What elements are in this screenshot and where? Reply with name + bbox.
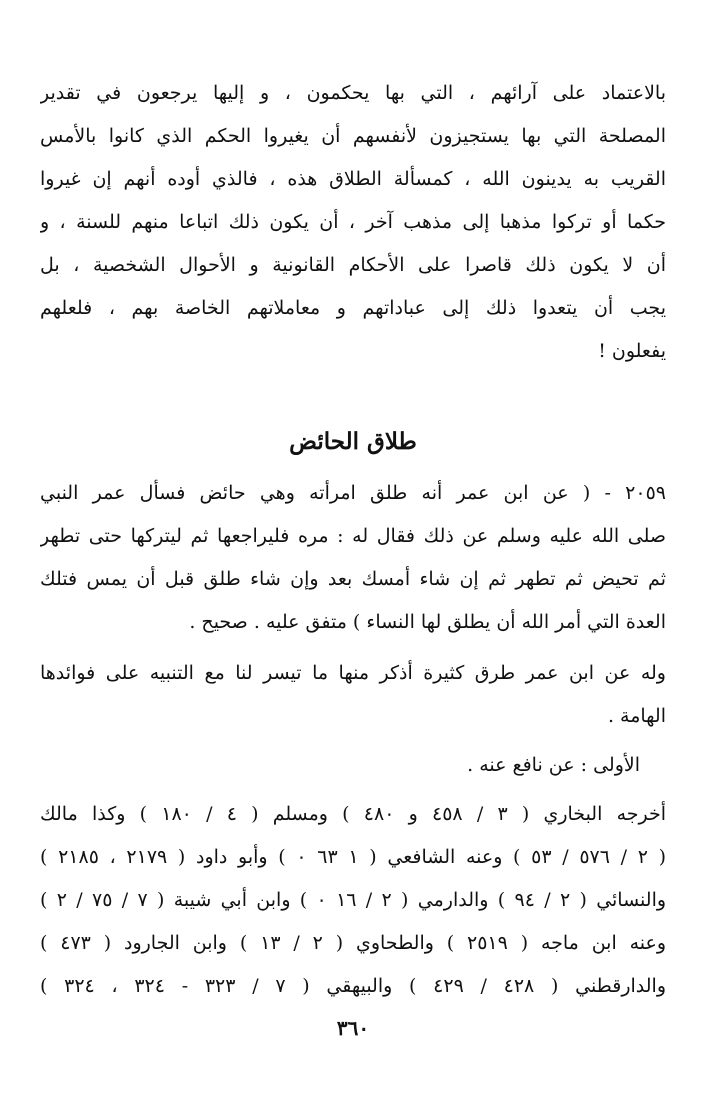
reference-line: والدارقطني ( ٤٢٨ / ٤٢٩ ) والبيهقي ( ٧ / ٣٢٣ - ٣٢٤ ، ٣٢٤ ) — [40, 975, 666, 997]
book-page — [40, 0, 666, 1094]
reference-line: أخرجه البخاري ( ٣ / ٤٥٨ و ٤٨٠ ) ومسلم ( ٤ / ١٨٠ ) وكذا مالك — [40, 803, 666, 825]
first-path-heading: الأولى : عن نافع عنه . — [467, 754, 640, 776]
paragraph-1-line: أن لا يكون ذلك قاصرا على الأحكام القانونية و الأحوال الشخصية ، بل — [40, 254, 666, 276]
reference-line: وعنه ابن ماجه ( ٢٥١٩ ) والطحاوي ( ٢ / ١٣ ) وابن الجارود ( ٤٧٣ ) — [40, 932, 666, 954]
paragraph-1-line: القريب به يدينون الله ، كمسألة الطلاق هذه ، فالذي أوده أنهم إن غيروا — [40, 168, 666, 190]
reference-line: والنسائي ( ٢ / ٩٤ ) والدارمي ( ٢ / ١٦ ٠ ) وابن أبي شيبة ( ٧ / ٧٥ / ٢ ) — [40, 889, 666, 911]
paragraph-1-line: يجب أن يتعدوا ذلك إلى عباداتهم و معاملاتهم الخاصة بهم ، فلعلهم — [40, 297, 666, 319]
hadith-line: ٢٠٥٩ - ( عن ابن عمر أنه طلق امرأته وهي حائض فسأل عمر النبي — [40, 482, 666, 504]
paragraph-1-line: حكما أو تركوا مذهبا إلى مذهب آخر ، أن يكون ذلك اتباعا منهم للسنة ، و — [40, 211, 666, 233]
page-number: ٣٦٠ — [336, 1016, 370, 1040]
hadith-line: صلى الله عليه وسلم عن ذلك فقال له : مره فليراجعها ثم ليتركها حتى تطهر — [40, 525, 666, 547]
paragraph-2-line: وله عن ابن عمر طرق كثيرة أذكر منها ما تيسر لنا مع التنبيه على فوائدها — [40, 662, 666, 684]
paragraph-2-line: الهامة . — [607, 705, 666, 727]
reference-line: ( ٢ / ٥٧٦ / ٥٣ ) وعنه الشافعي ( ١ ٦٣ ٠ ) وأبو داود ( ٢١٧٩ ، ٢١٨٥ ) — [40, 846, 666, 868]
section-title: طلاق الحائض — [289, 428, 417, 455]
hadith-line: العدة التي أمر الله أن يطلق لها النساء ) متفق عليه . صحيح . — [189, 611, 666, 633]
paragraph-1-line: يفعلون ! — [598, 340, 666, 362]
paragraph-1-line: المصلحة التي بها يستجيزون لأنفسهم أن يغيروا الحكم الذي كانوا بالأمس — [40, 125, 666, 147]
paragraph-1-line: بالاعتماد على آرائهم ، التي بها يحكمون ، و إليها يرجعون في تقدير — [40, 82, 666, 104]
hadith-line: ثم تحيض ثم تطهر ثم إن شاء أمسك بعد وإن شاء طلق قبل أن يمس فتلك — [40, 568, 666, 590]
